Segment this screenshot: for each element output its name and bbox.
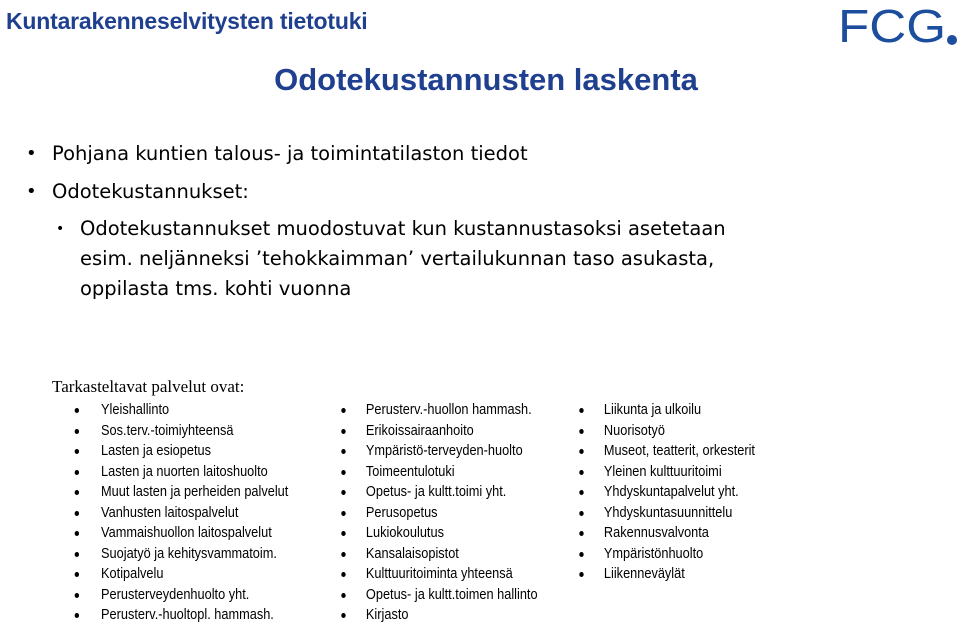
sub-bullet-item [56, 214, 800, 304]
svg-text:FCG: FCG [838, 2, 946, 48]
services-column-1 [50, 400, 321, 626]
service-item: Perusterv.-huollon hammash. [336, 400, 538, 421]
services-image [50, 377, 790, 627]
service-item: Liikenneväylät [574, 564, 755, 585]
sub-bullet-line: esim. neljänneksi ’tehokkaimman’ vertailukunnan taso asukasta, [80, 247, 715, 270]
header-title: Kuntarakenneselvitysten tietotuki [6, 8, 368, 34]
service-item: Suojatyö ja kehitysvammatoim. [50, 544, 288, 565]
service-item: Kulttuuritoiminta yhteensä [336, 564, 538, 585]
service-item: Rakennusvalvonta [574, 523, 755, 544]
service-item: Vanhusten laitospalvelut [50, 503, 288, 524]
service-item: Ympäristönhuolto [574, 544, 755, 565]
bullet-item [26, 139, 528, 169]
bullet-dot-icon: • [56, 221, 65, 237]
service-item: Toimeentulotuki [336, 462, 538, 483]
services-column-2 [336, 400, 565, 626]
slide-title: Odotekustannusten laskenta [274, 62, 698, 97]
service-item: Kotipalvelu [50, 564, 288, 585]
fcg-logo [838, 2, 958, 48]
bullet-dot-icon: • [26, 181, 37, 202]
service-item: Lukiokoulutus [336, 523, 538, 544]
services-column-3 [574, 400, 780, 585]
service-item: Perusterv.-huoltopl. hammash. [50, 605, 288, 626]
service-item: Kansalaisopistot [336, 544, 538, 565]
service-item: Opetus- ja kultt.toimen hallinto [336, 585, 538, 606]
services-heading: Tarkasteltavat palvelut ovat: [52, 377, 245, 396]
bullet-item [26, 177, 249, 207]
service-item: Erikoissairaanhoito [336, 421, 538, 442]
service-item: Yleishallinto [50, 400, 288, 421]
service-item: Sos.terv.-toimiyhteensä [50, 421, 288, 442]
service-item: Lasten ja esiopetus [50, 441, 288, 462]
service-item: Ympäristö-terveyden-huolto [336, 441, 538, 462]
service-item: Perusopetus [336, 503, 538, 524]
service-item: Liikunta ja ulkoilu [574, 400, 755, 421]
service-item: Yhdyskuntasuunnittelu [574, 503, 755, 524]
service-item: Kirjasto [336, 605, 538, 626]
sub-bullet-line: Odotekustannukset muodostuvat kun kustannustasoksi asetetaan [80, 217, 726, 240]
bullet-dot-icon: • [26, 143, 37, 164]
service-item: Muut lasten ja perheiden palvelut [50, 482, 288, 503]
service-item: Perusterveydenhuolto yht. [50, 585, 288, 606]
service-item: Opetus- ja kultt.toimi yht. [336, 482, 538, 503]
service-item: Yleinen kulttuuritoimi [574, 462, 755, 483]
service-item: Nuorisotyö [574, 421, 755, 442]
sub-bullet-line: oppilasta tms. kohti vuonna [80, 277, 352, 300]
service-item: Lasten ja nuorten laitoshuolto [50, 462, 288, 483]
service-item: Museot, teatterit, orkesterit [574, 441, 755, 462]
bullet-text: Pohjana kuntien talous- ja toimintatilaston tiedot [52, 142, 528, 165]
service-item: Vammaishuollon laitospalvelut [50, 523, 288, 544]
service-item: Yhdyskuntapalvelut yht. [574, 482, 755, 503]
bullet-text: Odotekustannukset: [52, 180, 249, 203]
